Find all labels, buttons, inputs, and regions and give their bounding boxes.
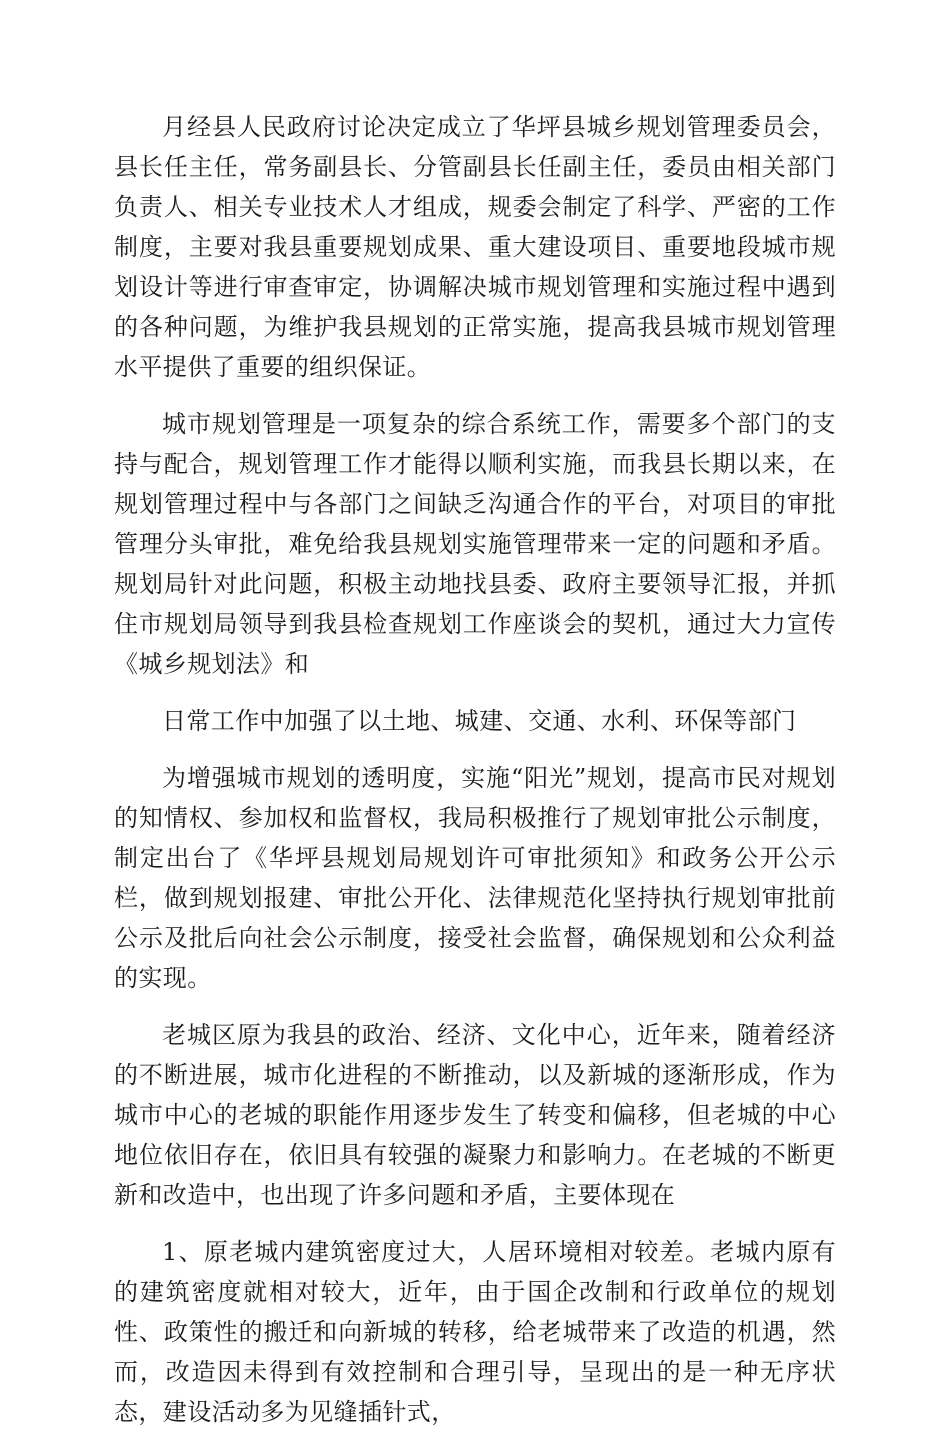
paragraph-old-town: 老城区原为我县的政治、经济、文化中心，近年来，随着经济的不断进展，城市化进程的不断推动，以及新城的逐渐形成，作为城市中心的老城的职能作用逐步发生了转变和偏移，但老城的中心地位依旧存在，依旧具有较强的凝聚力和影响力。在老城的不断更新和改造中，也出现了许多问题和矛盾，主要体现在 xyxy=(114,1021,836,1209)
paragraph-daily-work: 日常工作中加强了以土地、城建、交通、水利、环保等部门 xyxy=(162,707,797,735)
paragraph-planning-committee: 月经县人民政府讨论决定成立了华坪县城乡规划管理委员会，县长任主任，常务副县长、分管副县长任副主任，委员由相关部门负责人、相关专业技术人才组成，规委会制定了科学、严密的工作制度，主要对我县重要规划成果、重大建设项目、重要地段城市规划设计等进行审查审定，协调解决城市规划管理和实施过程中遇到的各种问题，为维护我县规划的正常实施，提高我县城市规划管理水平提供了重要的组织保证。 xyxy=(114,113,836,381)
paragraph-building-density: 1、原老城内建筑密度过大，人居环境相对较差。老城内原有的建筑密度就相对较大，近年，由于国企改制和行政单位的规划性、政策性的搬迁和向新城的转移，给老城带来了改造的机遇，然而，改造因未得到有效控制和合理引导，呈现出的是一种无序状态，建设活动多为见缝插针式， xyxy=(114,1238,836,1426)
paragraph-transparency: 为增强城市规划的透明度，实施“阳光”规划，提高市民对规划的知情权、参加权和监督权，我局积极推行了规划审批公示制度，制定出台了《华坪县规划局规划许可审批须知》和政务公开公示栏，做到规划报建、审批公开化、法律规范化坚持执行规划审批前公示及批后向社会公示制度，接受社会监督，确保规划和公众利益的实现。 xyxy=(114,764,836,992)
paragraph-interdepartment-coordination: 城市规划管理是一项复杂的综合系统工作，需要多个部门的支持与配合，规划管理工作才能得以顺利实施，而我县长期以来，在规划管理过程中与各部门之间缺乏沟通合作的平台，对项目的审批管理分头审批，难免给我县规划实施管理带来一定的问题和矛盾。规划局针对此问题，积极主动地找县委、政府主要领导汇报，并抓住市规划局领导到我县检查规划工作座谈会的契机，通过大力宣传《城乡规划法》和 xyxy=(114,410,836,678)
document-body xyxy=(114,107,836,1449)
